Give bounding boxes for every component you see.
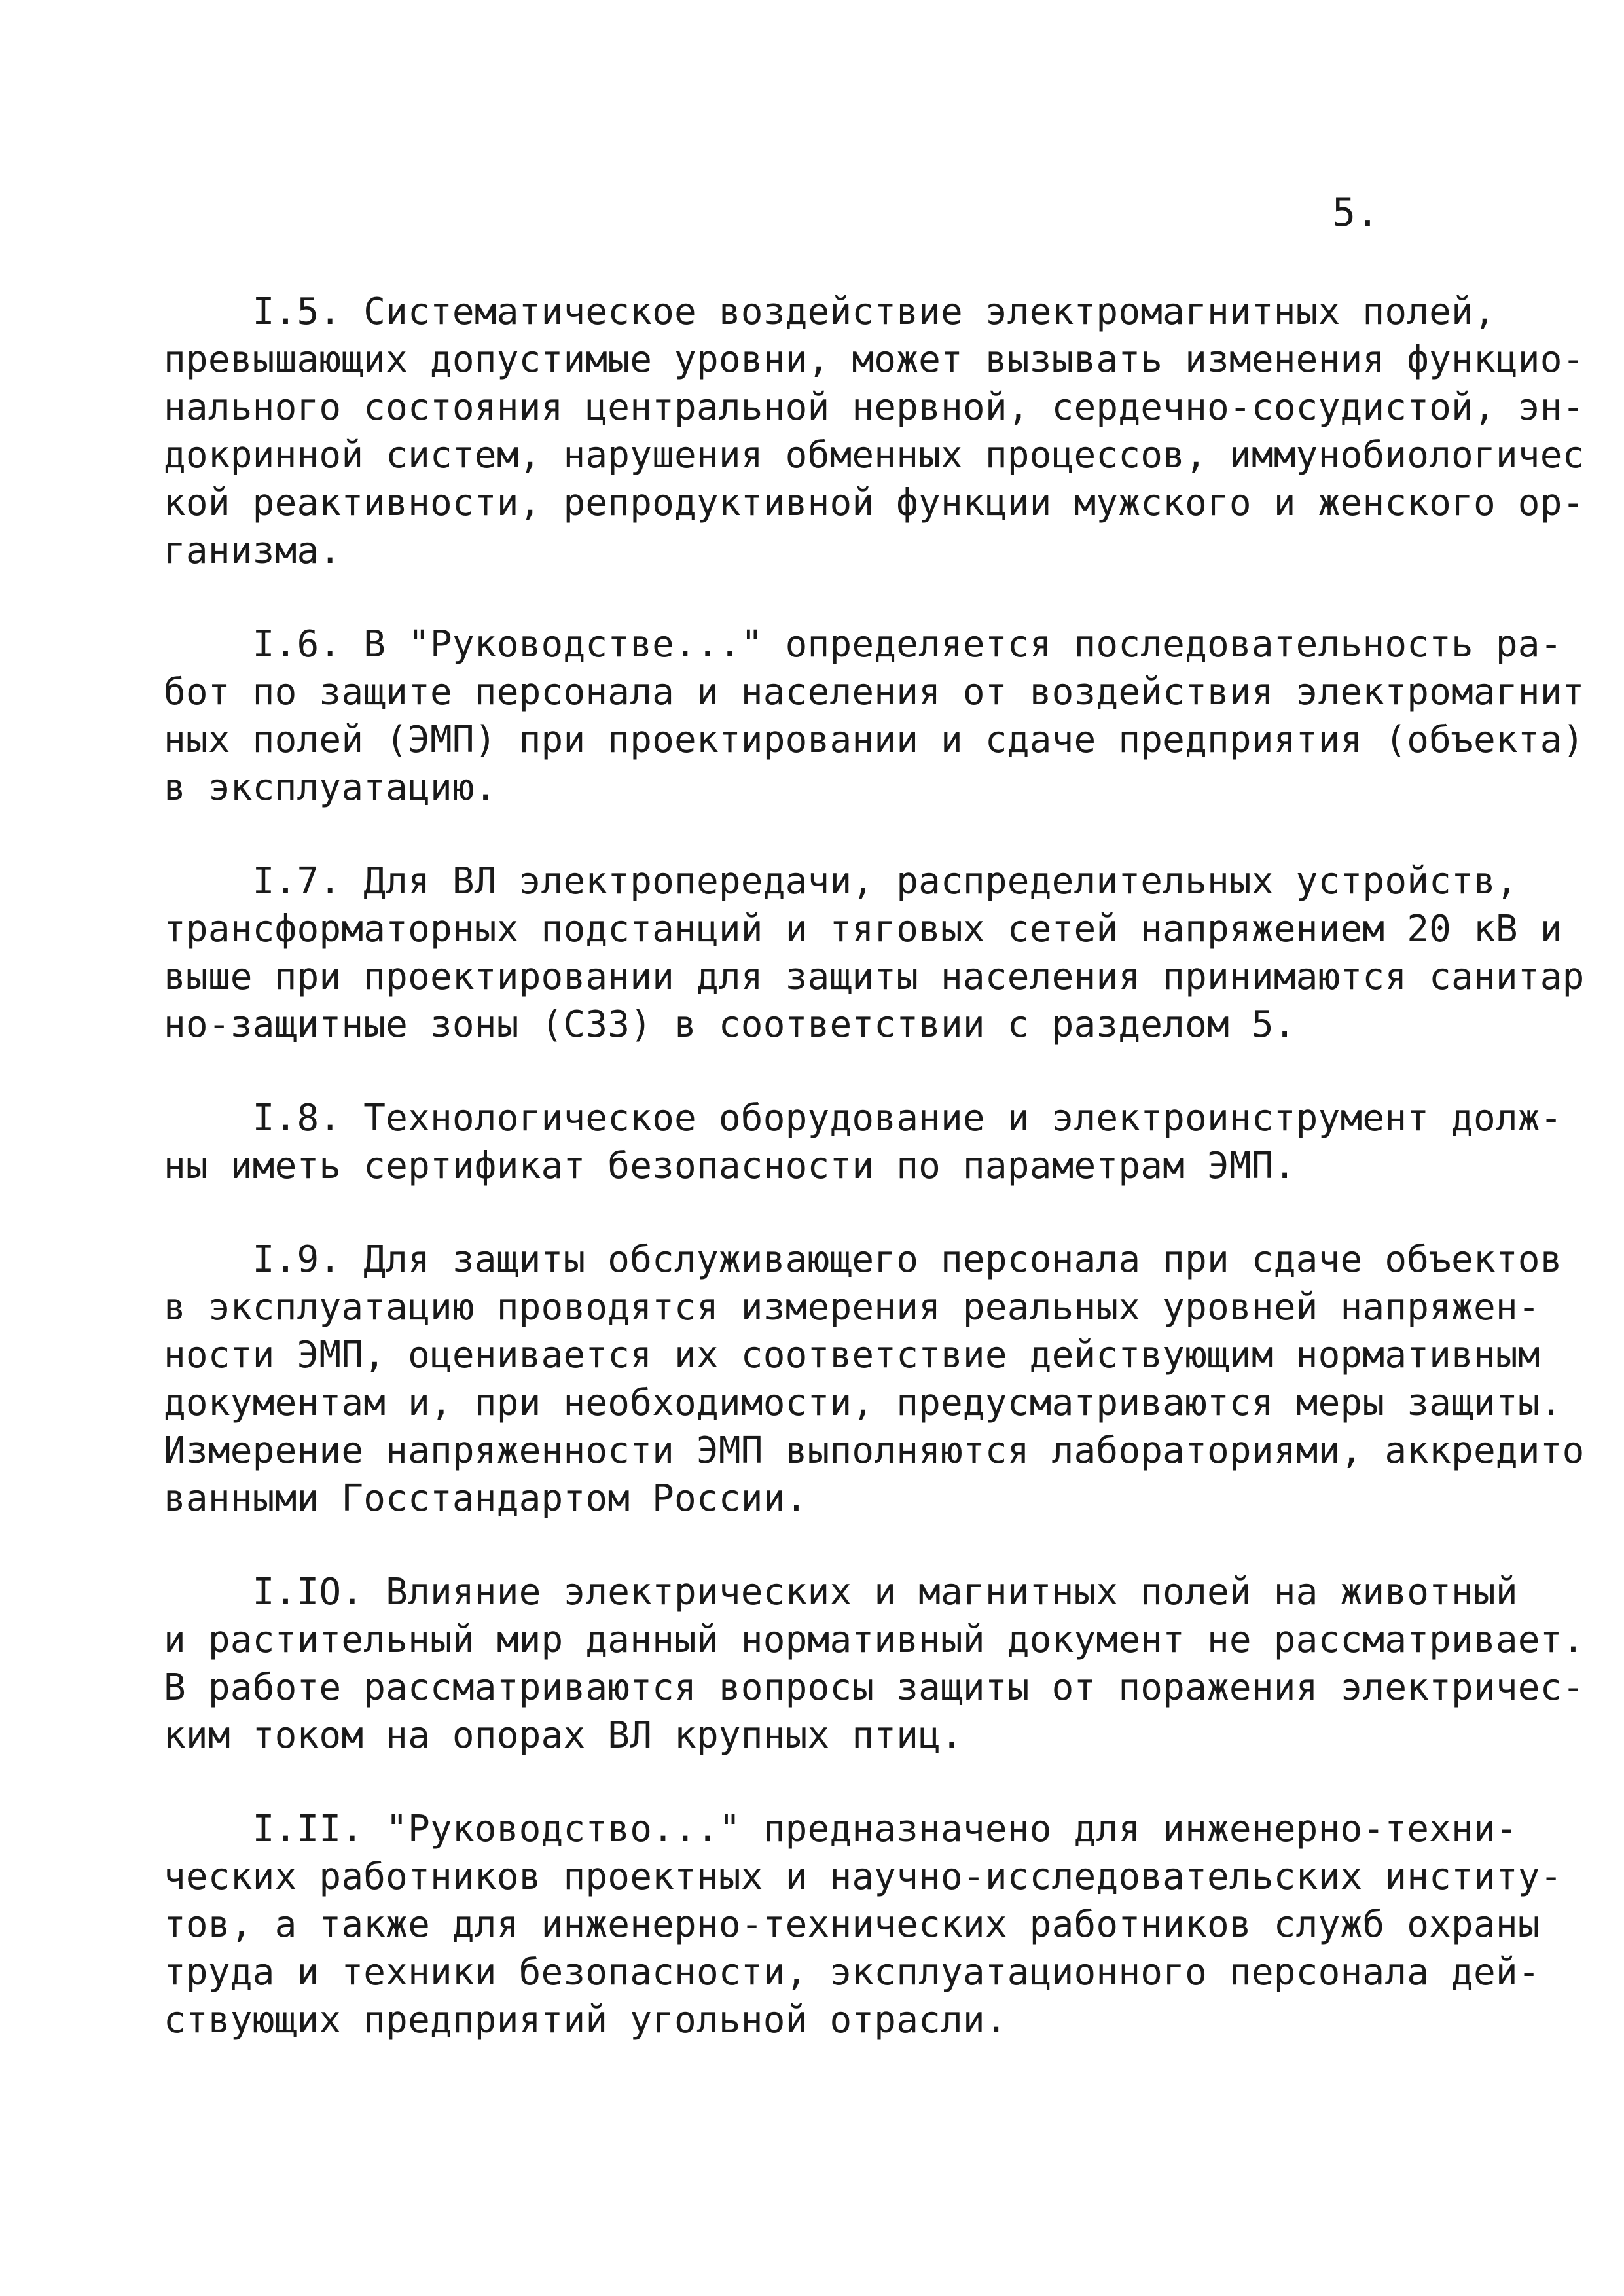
- text-line: но-защитные зоны (СЗЗ) в соответствии с разделом 5.: [164, 1003, 1296, 1046]
- text-line: ческих работников проектных и научно-исследовательских институ-: [164, 1856, 1562, 1898]
- text-line: В работе рассматриваются вопросы защиты от поражения электричес-: [164, 1666, 1585, 1709]
- text-line: нального состояния центральной нервной, сердечно-сосудистой, эн-: [164, 386, 1585, 429]
- text-line: и растительный мир данный нормативный документ не рассматривает.: [164, 1619, 1585, 1661]
- paragraph-1-7: [164, 857, 1585, 1049]
- paragraph-1-9: [164, 1236, 1585, 1522]
- text-line: I.7. Для ВЛ электропередачи, распределительных устройств,: [164, 860, 1518, 903]
- text-line: I.IO. Влияние электрических и магнитных полей на животный: [164, 1571, 1518, 1613]
- paragraph-1-10: [164, 1568, 1585, 1759]
- text-line: ванными Госстандартом России.: [164, 1477, 808, 1520]
- paragraph-1-5: [164, 288, 1585, 575]
- text-line: ных полей (ЭМП) при проектировании и сдаче предприятия (объекта): [164, 719, 1585, 761]
- text-line: в эксплуатацию проводятся измерения реальных уровней напряжен-: [164, 1286, 1540, 1329]
- text-line: I.5. Систематическое воздействие электромагнитных полей,: [164, 291, 1496, 333]
- text-line: кой реактивности, репродуктивной функции мужского и женского ор-: [164, 482, 1585, 524]
- text-line: превышающих допустимые уровни, может вызывать изменения функцио-: [164, 338, 1585, 381]
- document-body: [164, 288, 1585, 2090]
- text-line: в эксплуатацию.: [164, 766, 497, 809]
- text-line: I.9. Для защиты обслуживающего персонала при сдаче объектов: [164, 1238, 1562, 1281]
- text-line: ганизма.: [164, 529, 342, 572]
- text-line: бот по защите персонала и населения от воздействия электромагнит: [164, 671, 1585, 713]
- text-line: труда и техники безопасности, эксплуатационного персонала дей-: [164, 1951, 1540, 1994]
- paragraph-1-11: [164, 1805, 1562, 2044]
- text-line: трансформаторных подстанций и тяговых сетей напряжением 20 кВ и: [164, 908, 1562, 950]
- paragraph-1-8: [164, 1094, 1562, 1190]
- text-line: документам и, при необходимости, предусматриваются меры защиты.: [164, 1382, 1562, 1424]
- text-line: I.II. "Руководство..." предназначено для инженерно-техни-: [164, 1808, 1518, 1850]
- text-line: докринной систем, нарушения обменных процессов, иммунобиологичес: [164, 434, 1585, 476]
- text-line: I.6. В "Руководстве..." определяется последовательность ра-: [164, 623, 1562, 666]
- paragraph-1-6: [164, 620, 1585, 812]
- text-line: выше при проектировании для защиты населения принимаются санитар: [164, 956, 1585, 998]
- text-line: ствующих предприятий угольной отрасли.: [164, 1999, 1007, 2041]
- text-line: I.8. Технологическое оборудование и электроинструмент долж-: [164, 1097, 1562, 1139]
- text-line: ны иметь сертификат безопасности по параметрам ЭМП.: [164, 1145, 1296, 1187]
- page-number: 5.: [1332, 190, 1380, 236]
- text-line: Измерение напряженности ЭМП выполняются лабораториями, аккредито: [164, 1429, 1585, 1472]
- text-line: ности ЭМП, оценивается их соответствие действующим нормативным: [164, 1334, 1540, 1376]
- text-line: ким током на опорах ВЛ крупных птиц.: [164, 1714, 963, 1757]
- text-line: тов, а также для инженерно-технических работников служб охраны: [164, 1903, 1540, 1946]
